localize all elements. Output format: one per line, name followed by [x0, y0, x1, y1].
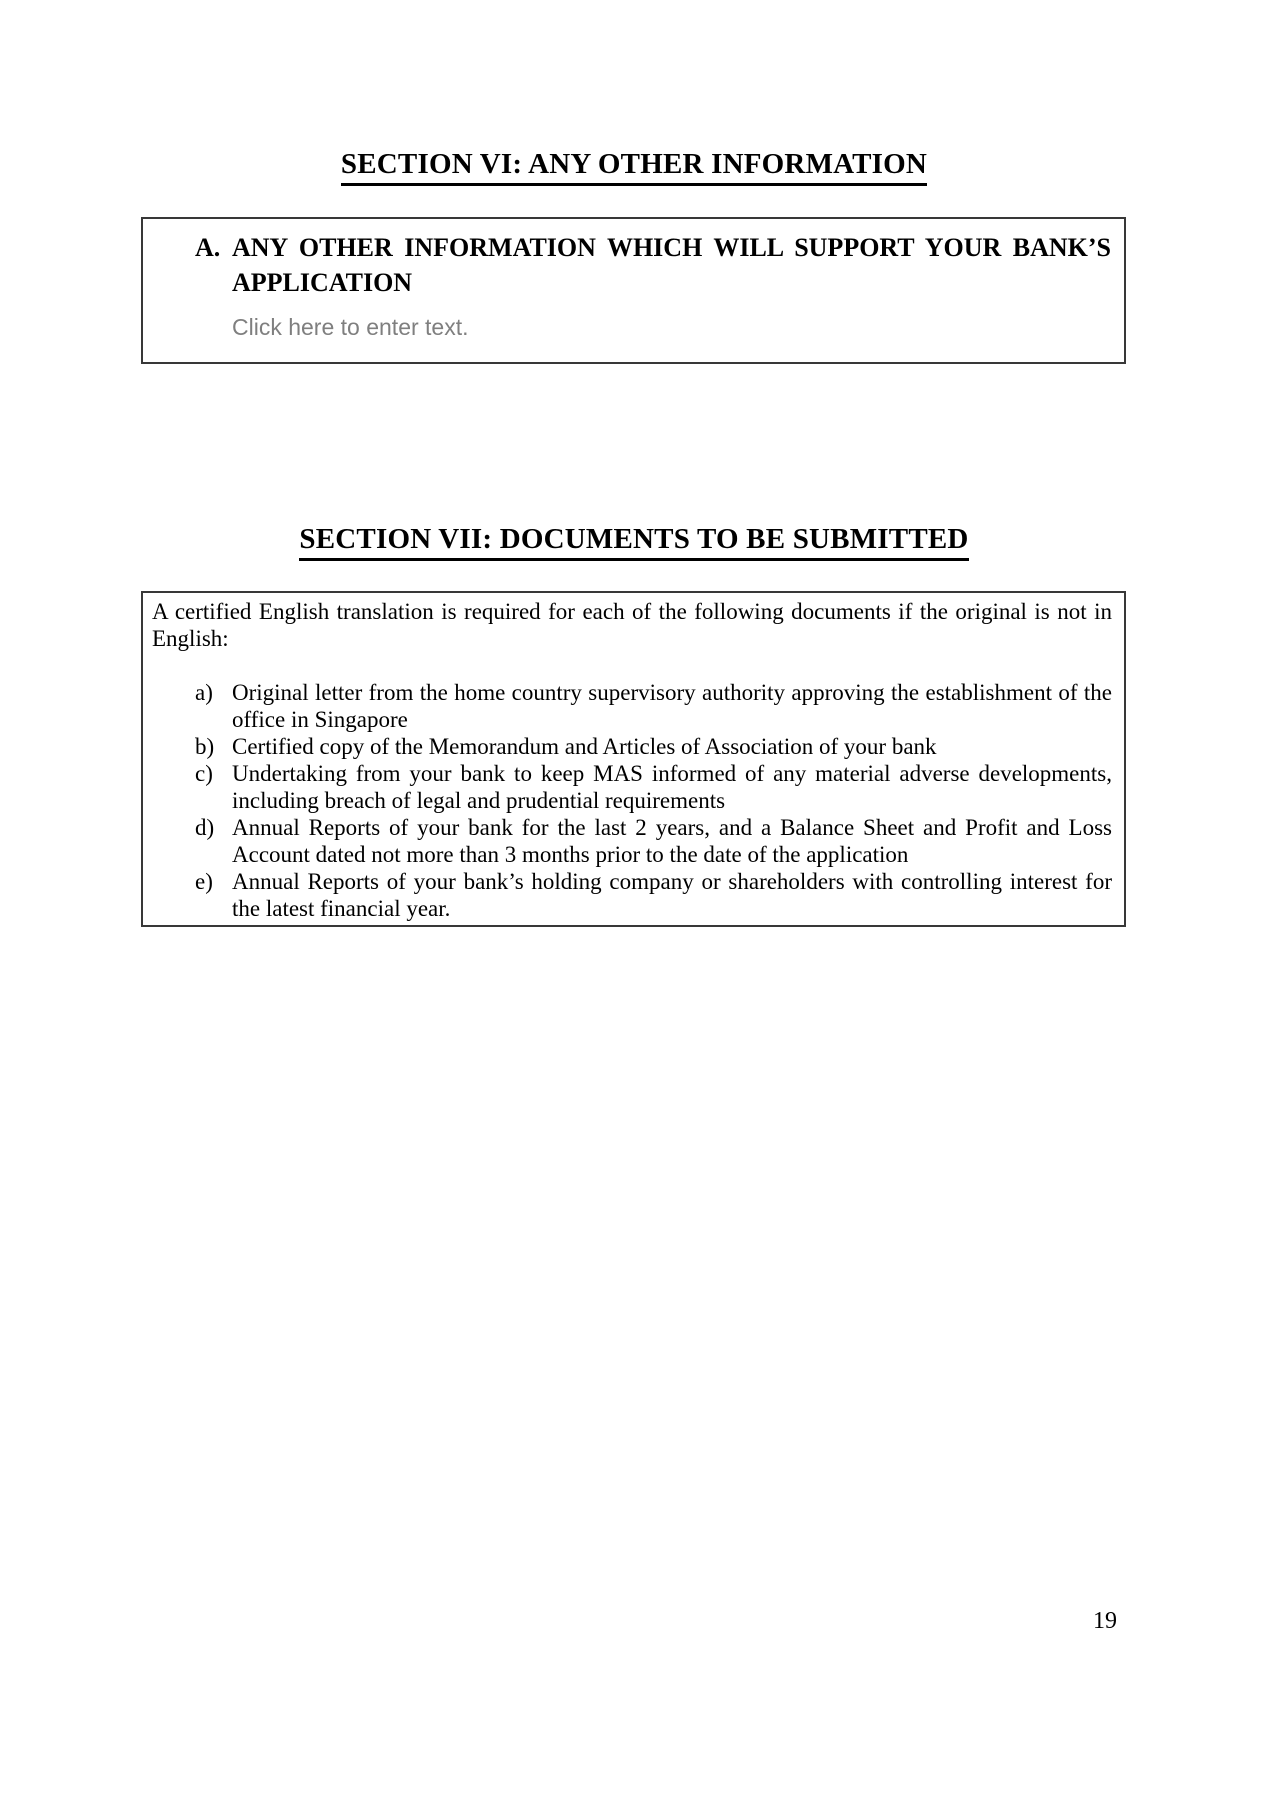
document-item-b [195, 733, 1112, 760]
text-entry-placeholder[interactable]: Click here to enter text. [232, 314, 469, 340]
document-item-b-text: Certified copy of the Memorandum and Articles of Association of your bank [232, 734, 937, 759]
document-item-a-text: Original letter from the home country supervisory authority approving the establishment of the office in Singapore [232, 680, 1112, 732]
document-item-d-text: Annual Reports of your bank for the last 2 years, and a Balance Sheet and Profit and Loss Account dated not more than 3 months prior to the date of the application [232, 815, 1112, 867]
documents-box [141, 591, 1126, 927]
document-item-a-label: a) [195, 680, 213, 705]
document-item-c-label: c) [195, 761, 213, 786]
document-item-b-label: b) [195, 734, 215, 759]
document-item-e-text: Annual Reports of your bank’s holding company or shareholders with controlling interest for the latest financial year. [232, 869, 1112, 921]
document-item-e-label: e) [195, 869, 213, 894]
heading-item-label: A. [195, 233, 221, 262]
section-vii-title-text: SECTION VII: DOCUMENTS TO BE SUBMITTED [299, 523, 968, 561]
any-other-info-heading [195, 230, 1111, 300]
section-vii-title [0, 523, 1268, 561]
documents-list [195, 679, 1112, 922]
page-number: 19 [1093, 1608, 1117, 1634]
section-vi-title [0, 148, 1268, 186]
document-item-c-text: Undertaking from your bank to keep MAS informed of any material adverse developments, including breach of legal and prudential requirements [232, 761, 1112, 813]
document-item-c [195, 760, 1112, 814]
document-item-e [195, 868, 1112, 922]
document-item-a [195, 679, 1112, 733]
any-other-info-box [141, 217, 1126, 364]
heading-item-text: ANY OTHER INFORMATION WHICH WILL SUPPORT YOUR BANK’S APPLICATION [232, 233, 1111, 297]
document-item-d-label: d) [195, 815, 215, 840]
documents-intro: A certified English translation is required for each of the following documents if the original is not in English: [152, 599, 1112, 651]
document-item-d [195, 814, 1112, 868]
section-vi-title-text: SECTION VI: ANY OTHER INFORMATION [341, 148, 927, 186]
